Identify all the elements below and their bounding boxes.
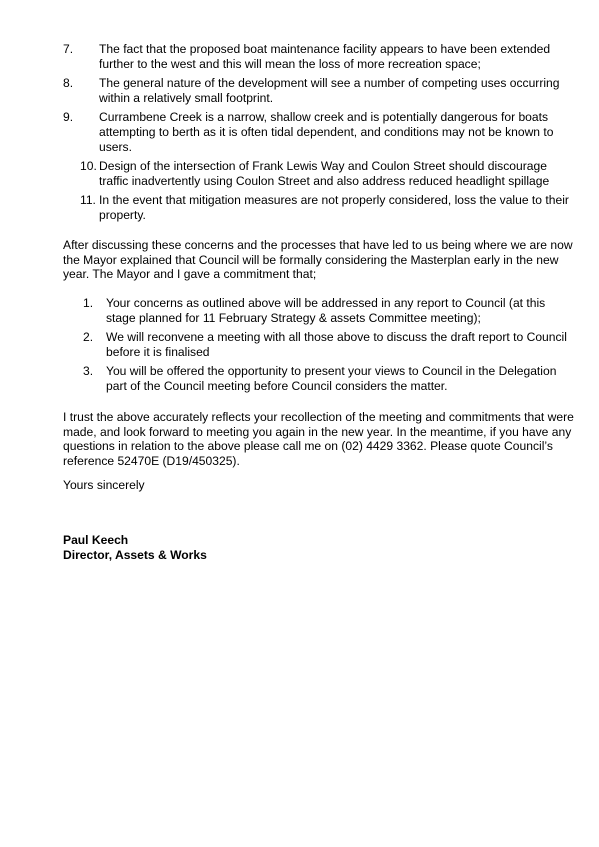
item-text: Currambene Creek is a narrow, shallow creek and is potentially dangerous for boats attempting to berth as it is often tidal dependent, and conditions may not be known to users. xyxy=(99,110,554,154)
item-number: 11. xyxy=(80,193,96,208)
concerns-list xyxy=(63,42,575,228)
signoff: Yours sincerely xyxy=(63,478,145,492)
commitments-list xyxy=(63,296,575,399)
list-item xyxy=(63,110,575,154)
item-text: We will reconvene a meeting with all those above to discuss the draft report to Council before it is finalised xyxy=(106,330,567,359)
list-item xyxy=(63,364,575,393)
item-number: 10. xyxy=(80,159,97,174)
item-text: Design of the intersection of Frank Lewis Way and Coulon Street should discourage traffic inadvertently using Coulon Street and also address reduced headlight spillage xyxy=(99,159,550,188)
list-item xyxy=(63,42,575,71)
list-item xyxy=(63,330,575,359)
list-item xyxy=(63,296,575,325)
list-item xyxy=(63,76,575,105)
item-number: 1. xyxy=(83,296,94,310)
signatory-title: Director, Assets & Works xyxy=(63,547,207,562)
item-text: The fact that the proposed boat maintenance facility appears to have been extended further to the west and this will mean the loss of more recreation space; xyxy=(99,42,551,71)
signatory-name: Paul Keech xyxy=(63,533,129,547)
item-text: You will be offered the opportunity to present your views to Council in the Delegation part of the Council meeting before Council considers the matter. xyxy=(106,364,557,393)
list-item xyxy=(63,193,575,222)
item-text: In the event that mitigation measures are not properly considered, loss the value to their property. xyxy=(99,193,569,222)
closing-paragraph: I trust the above accurately reflects your recollection of the meeting and commitments that were made, and look forward to meeting you again in the new year. In the meantime, if you have any questions in relation to the above please call me on (02) 4429 3362. Please quote Council’s reference 52470E (D19/450325). xyxy=(63,410,574,468)
item-number: 9. xyxy=(63,110,74,125)
signature-block xyxy=(63,533,207,562)
intro-paragraph: After discussing these concerns and the processes that have led to us being where we are now the Mayor explained that Council will be formally considering the Masterplan early in the new year. The Mayor and I gave a commitment that; xyxy=(63,238,573,282)
list-item xyxy=(63,159,575,188)
item-number: 8. xyxy=(63,76,74,91)
item-number: 7. xyxy=(63,42,74,56)
item-number: 2. xyxy=(83,330,94,345)
item-number: 3. xyxy=(83,364,94,379)
item-text: The general nature of the development will see a number of competing uses occurring within a relatively small footprint. xyxy=(99,76,560,105)
item-text: Your concerns as outlined above will be addressed in any report to Council (at this stage planned for 11 February Strategy & assets Committee meeting); xyxy=(106,296,546,325)
